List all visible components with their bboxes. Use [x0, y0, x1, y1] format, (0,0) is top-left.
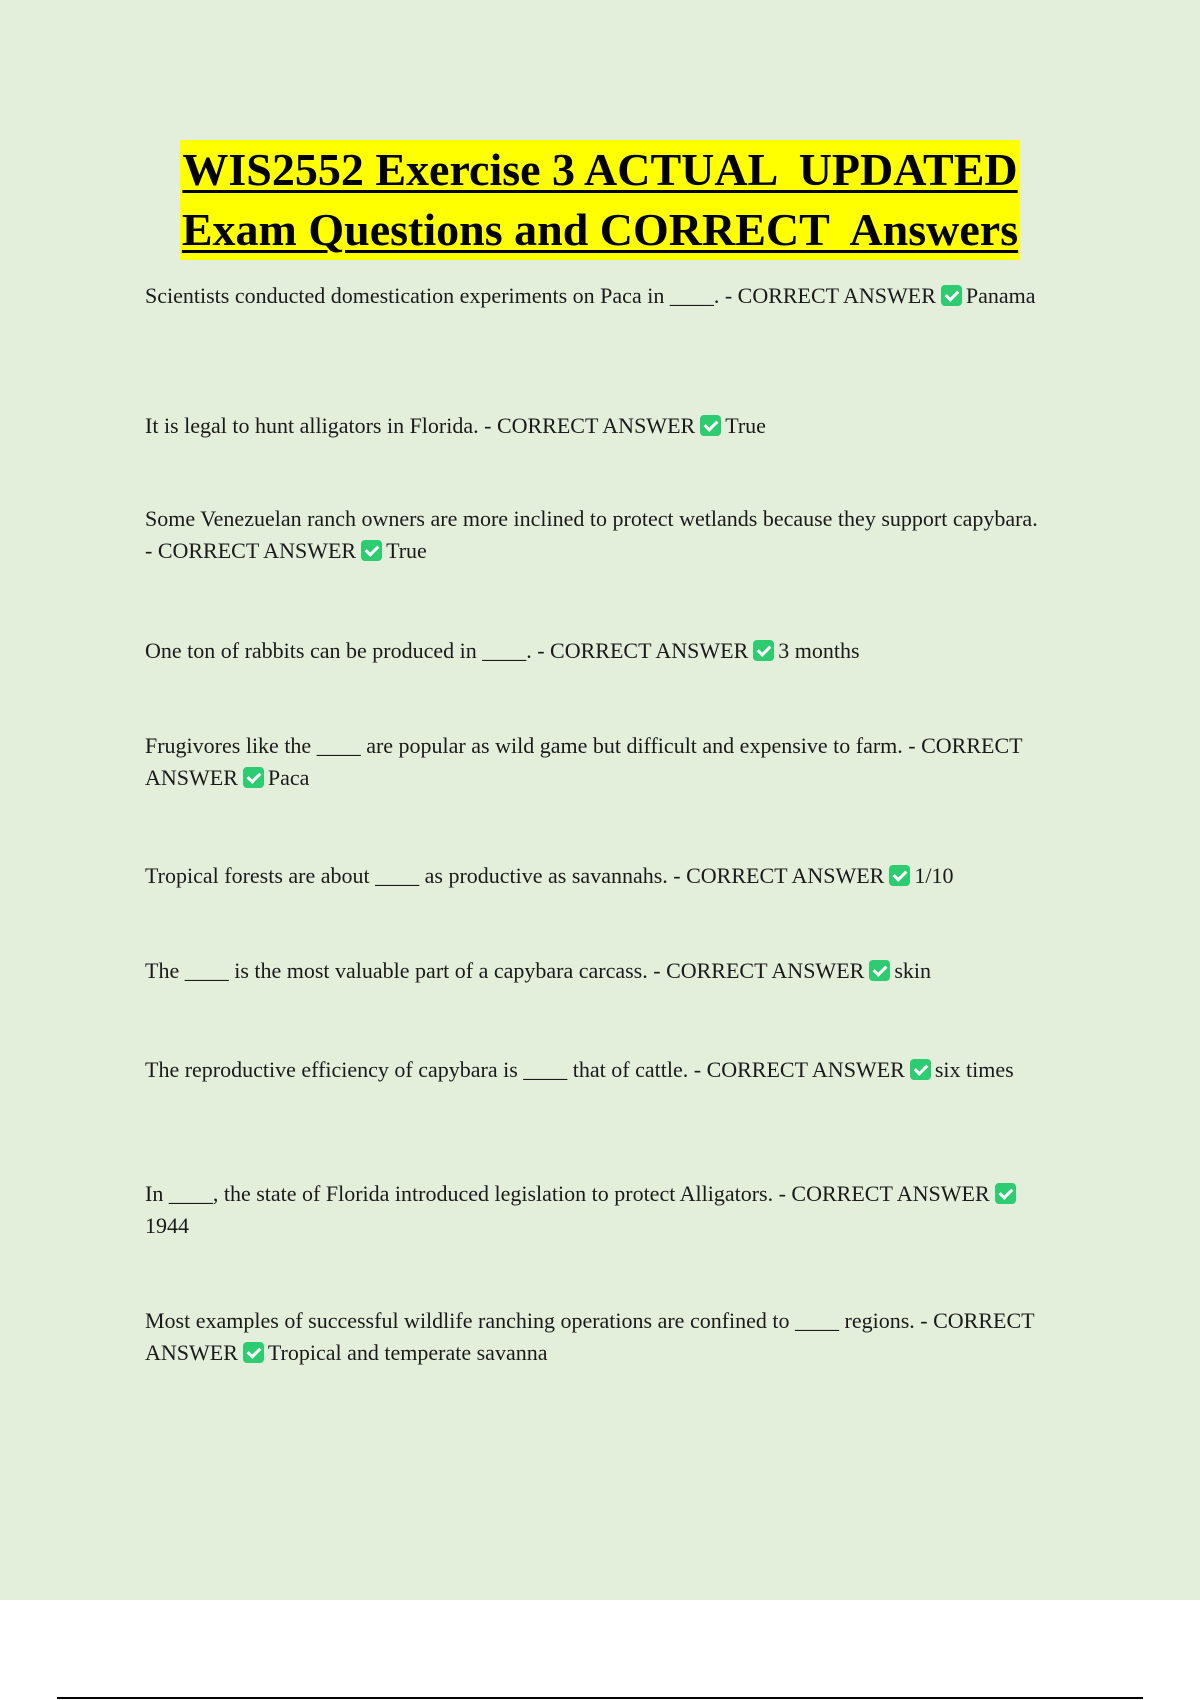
qa-item-5 — [145, 730, 1045, 794]
question-text: Scientists conducted domestication experiments on Paca in ____. - CORRECT ANSWER — [145, 283, 936, 308]
answer-text: Panama — [965, 283, 1036, 308]
answer-text: 1944 — [145, 1213, 189, 1238]
question-text: Frugivores like the ____ are popular as wild game but difficult and expensive to farm. - CORRECT ANSWER — [145, 733, 1023, 790]
question-text: One ton of rabbits can be produced in ____. - CORRECT ANSWER — [145, 638, 749, 663]
question-text: The ____ is the most valuable part of a capybara carcass. - CORRECT ANSWER — [145, 958, 865, 983]
answer-text: six times — [934, 1057, 1014, 1082]
check-icon — [869, 960, 890, 981]
title-line-1: WIS2552 Exercise 3 ACTUAL UPDATED — [180, 140, 1019, 200]
question-text: Tropical forests are about ____ as productive as savannahs. - CORRECT ANSWER — [145, 863, 885, 888]
check-icon — [941, 285, 962, 306]
answer-text: skin — [894, 958, 931, 983]
document-title — [0, 140, 1200, 260]
question-text: Most examples of successful wildlife ranching operations are confined to ____ regions. - CORRECT ANSWER — [145, 1308, 1035, 1365]
answer-text: True — [386, 538, 427, 563]
qa-item-4 — [145, 635, 1045, 667]
qa-item-2 — [145, 410, 1045, 442]
check-icon — [243, 767, 264, 788]
answer-text: 3 months — [778, 638, 860, 663]
check-icon — [243, 1342, 264, 1363]
question-text: In ____, the state of Florida introduced legislation to protect Alligators. - CORRECT ANSWER — [145, 1181, 990, 1206]
answer-text: True — [725, 413, 766, 438]
title-line-2: Exam Questions and CORRECT Answers — [180, 200, 1020, 260]
qa-item-7 — [145, 955, 1045, 987]
footer-divider — [57, 1697, 1143, 1699]
qa-item-3 — [145, 503, 1045, 567]
check-icon — [700, 415, 721, 436]
check-icon — [910, 1059, 931, 1080]
qa-item-1 — [145, 280, 1045, 312]
qa-item-8 — [145, 1054, 1045, 1086]
answer-text: 1/10 — [914, 863, 954, 888]
check-icon — [753, 640, 774, 661]
question-text: It is legal to hunt alligators in Florida. - CORRECT ANSWER — [145, 413, 696, 438]
check-icon — [361, 540, 382, 561]
check-icon — [889, 865, 910, 886]
question-text: The reproductive efficiency of capybara is ____ that of cattle. - CORRECT ANSWER — [145, 1057, 905, 1082]
check-icon — [995, 1183, 1016, 1204]
answer-text: Tropical and temperate savanna — [267, 1340, 548, 1365]
qa-item-10 — [145, 1305, 1045, 1369]
question-text: Some Venezuelan ranch owners are more inclined to protect wetlands because they support capybara. - CORRECT ANSWER — [145, 506, 1038, 563]
qa-item-9 — [145, 1178, 1045, 1242]
answer-text: Paca — [267, 765, 310, 790]
qa-item-6 — [145, 860, 1045, 892]
